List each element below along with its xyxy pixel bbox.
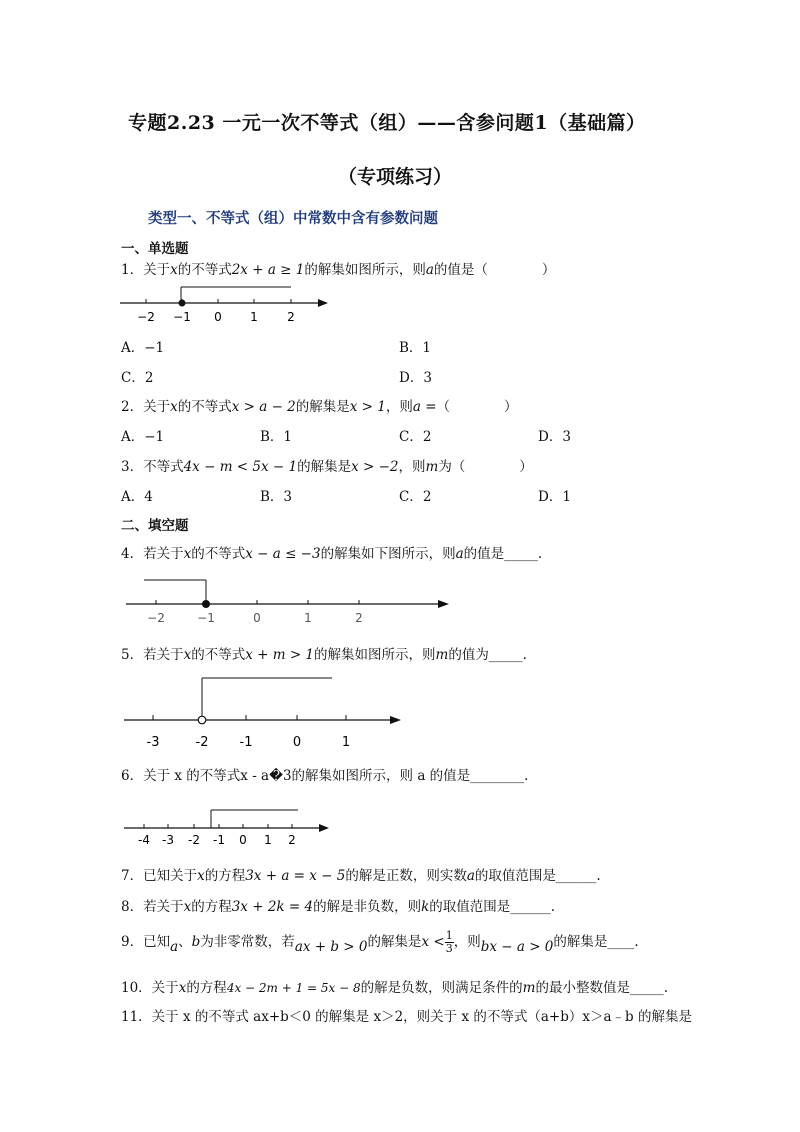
tick-label: -3 — [162, 833, 174, 847]
q3-option-d[interactable]: D．1 — [538, 489, 571, 505]
number-line-q5 — [122, 672, 407, 752]
tick-label: −2 — [137, 310, 155, 324]
question-9 — [121, 930, 639, 955]
tick-label: -1 — [239, 735, 253, 750]
tick-label: -3 — [146, 735, 160, 750]
q2-option-c[interactable]: C．2 — [399, 429, 432, 445]
tick-label: 0 — [253, 611, 261, 625]
q1-var: x — [170, 262, 178, 278]
q1-ticks — [146, 299, 291, 303]
tick-label: 2 — [355, 611, 363, 625]
question-4 — [121, 542, 542, 562]
question-3 — [121, 455, 533, 475]
q4-text: 的不等式 — [191, 546, 246, 562]
q4-var: x — [183, 546, 192, 562]
open-dot — [198, 716, 206, 724]
tick-label: -2 — [188, 833, 200, 847]
q5-text: 的值为_____. — [448, 647, 527, 663]
q6-expr: x - a�3 — [240, 768, 292, 784]
section-heading-single-choice: 一、单选题 — [121, 241, 189, 257]
q5-text: 的不等式 — [191, 647, 246, 663]
q2-text: （ ） — [436, 399, 518, 415]
q10-text: 10．关于 — [121, 980, 179, 996]
q7-expr: 3x + a = x − 5 — [245, 868, 346, 884]
q4-text: 的解集如下图所示，则 — [320, 546, 456, 562]
q5-var: x — [183, 647, 192, 663]
number-line-q4 — [124, 572, 454, 627]
q1-text: 1．关于 — [121, 262, 171, 278]
q4-text: 的值是_____. — [463, 546, 543, 562]
q10-text: 的最小整数值是_____. — [535, 980, 668, 996]
q2-expr: x > 1 — [349, 399, 386, 415]
tick-label: 2 — [287, 310, 295, 324]
q10-var: x — [178, 980, 187, 996]
q3-text: 的解集是 — [297, 459, 352, 475]
q9-expr: x < — [421, 934, 445, 950]
q9-text: 、 — [178, 934, 192, 950]
q1-var: a — [425, 262, 434, 278]
tick-label: 1 — [341, 735, 351, 750]
q3-text: ，则 — [398, 459, 426, 475]
q3-text: 为（ ） — [438, 459, 533, 475]
question-1 — [121, 258, 555, 278]
q2-text: 的解集是 — [295, 399, 350, 415]
q3-var: m — [425, 459, 439, 475]
q6-text: 6．关于 x 的不等式 — [121, 768, 241, 784]
q1-text: 的不等式 — [177, 262, 232, 278]
q4-expr: x − a ≤ −3 — [245, 546, 321, 562]
q2-option-d[interactable]: D．3 — [538, 429, 571, 445]
q9-text: 的解集是____. — [553, 934, 639, 950]
q5-var: m — [435, 647, 449, 663]
q10-text: 的解是负数，则满足条件的 — [360, 980, 523, 996]
q2-expr: x > a − 2 — [231, 399, 296, 415]
question-8 — [121, 895, 555, 915]
q3-expr: x > −2 — [351, 459, 399, 475]
closed-dot — [202, 600, 210, 608]
tick-label: −2 — [147, 611, 165, 625]
q1-text: 的解集如图所示，则 — [304, 262, 426, 278]
tick-label: -2 — [195, 735, 209, 750]
q8-expr: 3x + 2k = 4 — [231, 899, 314, 915]
q8-text: 的解是非负数，则 — [313, 899, 422, 915]
q1-option-c[interactable]: C．2 — [121, 370, 154, 386]
fraction-denominator: 3 — [445, 942, 453, 955]
q9-text: ，则 — [453, 934, 481, 950]
q9-fraction — [445, 930, 454, 955]
closed-dot — [179, 300, 186, 307]
q3-expr: 4x − m < 5x − 1 — [183, 459, 298, 475]
q9-text: 为非零常数，若 — [200, 934, 295, 950]
page-subtitle: （专项练习） — [338, 166, 453, 188]
tick-label: −1 — [197, 611, 215, 625]
question-2 — [121, 395, 518, 415]
q3-option-a[interactable]: A．4 — [121, 489, 153, 505]
q2-option-a[interactable]: A．−1 — [121, 429, 165, 445]
q7-text: 的方程 — [204, 868, 246, 884]
q2-option-b[interactable]: B．1 — [260, 429, 293, 445]
number-line-q1 — [118, 280, 333, 325]
tick-label: 1 — [250, 310, 258, 324]
q3-text: 3．不等式 — [121, 459, 184, 475]
q2-var: x — [170, 399, 178, 415]
q5-text: 5．若关于 — [121, 647, 184, 663]
tick-label: 0 — [292, 735, 302, 750]
q5-text: 的解集如图所示，则 — [314, 647, 436, 663]
fraction-numerator: 1 — [445, 929, 453, 942]
q2-expr: a = — [412, 399, 437, 415]
tick-label: -4 — [138, 833, 150, 847]
q2-text: ，则 — [385, 399, 413, 415]
section-heading-fill-blank: 二、填空题 — [121, 518, 189, 534]
q2-text: 的不等式 — [177, 399, 232, 415]
q1-option-a[interactable]: A．−1 — [121, 340, 165, 356]
tick-label: 0 — [214, 310, 222, 324]
q4-text: 4．若关于 — [121, 546, 184, 562]
q9-text: 9．已知 — [121, 934, 171, 950]
q7-text: 7．已知关于 — [121, 868, 198, 884]
q9-text: 的解集是 — [367, 934, 422, 950]
q4-var: a — [455, 546, 464, 562]
question-6 — [121, 764, 528, 784]
tick-label: −1 — [173, 310, 191, 324]
tick-label: -1 — [213, 833, 225, 847]
q7-var: a — [466, 868, 475, 884]
question-10 — [121, 976, 668, 996]
q7-text: 的取值范围是______. — [474, 868, 601, 884]
q1-text: 的值是（ ） — [433, 262, 556, 278]
type-heading: 类型一、不等式（组）中常数中含有参数问题 — [148, 211, 438, 227]
tick-label: 1 — [264, 833, 272, 847]
number-line-q6 — [122, 804, 332, 852]
q1-expr: 2x + a ≥ 1 — [231, 262, 305, 278]
q8-text: 的方程 — [191, 899, 232, 915]
q9-expr: ax + b > 0 — [294, 939, 368, 955]
tick-label: 2 — [288, 833, 296, 847]
q10-text: 的方程 — [186, 980, 227, 996]
q7-text: 的解是正数，则实数 — [345, 868, 467, 884]
q6-text: 的解集如图所示，则 a 的值是________. — [291, 768, 529, 784]
page-title: 专题2.23 一元一次不等式（组）——含参问题1（基础篇） — [128, 112, 646, 134]
q8-var: x — [183, 899, 192, 915]
q1-option-b[interactable]: B．1 — [399, 340, 432, 356]
q7-var: x — [197, 868, 205, 884]
q9-var: a — [170, 939, 179, 955]
q10-var: m — [522, 980, 536, 996]
question-11: 11．关于 x 的不等式 ax+b＜0 的解集是 x＞2，则关于 x 的不等式（a+b）x＞a﹣b 的解集是 — [121, 1009, 692, 1025]
q8-text: 8．若关于 — [121, 899, 184, 915]
q8-var: k — [421, 899, 430, 915]
tick-label: 0 — [239, 833, 247, 847]
q9-var: b — [191, 934, 201, 950]
q3-option-c[interactable]: C．2 — [399, 489, 432, 505]
q10-expr: 4x − 2m + 1 = 5x − 8 — [226, 981, 361, 995]
q2-text: 2．关于 — [121, 399, 171, 415]
q1-option-d[interactable]: D．3 — [399, 370, 432, 386]
q8-text: 的取值范围是______. — [429, 899, 556, 915]
question-7 — [121, 864, 601, 884]
q9-expr: bx − a > 0 — [480, 939, 554, 955]
q3-option-b[interactable]: B．3 — [260, 489, 293, 505]
q5-expr: x + m > 1 — [245, 647, 315, 663]
question-5 — [121, 643, 527, 663]
tick-label: 1 — [304, 611, 312, 625]
